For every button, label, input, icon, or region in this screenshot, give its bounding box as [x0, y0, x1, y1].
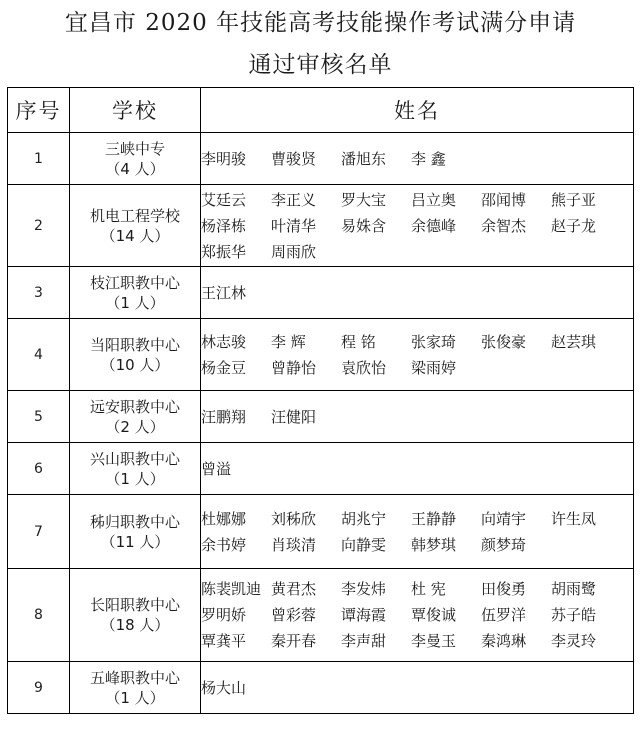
student-name: 胡兆宁 — [341, 509, 387, 528]
student-name: 余智杰 — [481, 216, 527, 235]
school-name: 兴山职教中心 — [89, 449, 180, 468]
school-name: 当阳职教中心 — [89, 335, 180, 354]
table-row — [8, 662, 634, 714]
names-cell — [201, 443, 634, 495]
student-name: 余德峰 — [411, 216, 457, 235]
student-count: （1 人） — [105, 469, 165, 488]
names-cell — [201, 267, 634, 319]
student-name: 曾彩蓉 — [271, 606, 317, 624]
table-row — [8, 185, 634, 267]
school-cell — [70, 391, 201, 443]
row-serial-number: 2 — [8, 185, 70, 267]
student-name: 覃俊诚 — [411, 606, 457, 624]
table-header-row — [8, 88, 634, 133]
names-cell — [201, 569, 634, 662]
student-name: 梁雨婷 — [411, 358, 457, 377]
student-name: 杨泽栋 — [201, 216, 247, 235]
school-cell — [70, 569, 201, 662]
student-name: 汪健阳 — [271, 407, 317, 426]
student-name: 赵子龙 — [551, 216, 597, 235]
student-name: 秦鸿琳 — [481, 632, 527, 650]
school-name: 秭归职教中心 — [89, 512, 180, 531]
names-cell — [201, 319, 634, 391]
student-name: 林志骏 — [201, 332, 247, 351]
student-name: 张俊豪 — [481, 332, 527, 351]
student-name: 吕立奥 — [411, 190, 457, 209]
student-name: 李灵玲 — [551, 632, 597, 650]
school-cell — [70, 495, 201, 569]
table-body — [8, 133, 634, 714]
school-name: 三峡中专 — [104, 139, 165, 158]
table-row — [8, 495, 634, 569]
student-name: 王江林 — [201, 283, 247, 302]
school-cell — [70, 319, 201, 391]
names-cell — [201, 185, 634, 267]
row-serial-number: 5 — [8, 391, 70, 443]
school-name: 枝江职教中心 — [89, 273, 180, 292]
student-count: （1 人） — [105, 688, 165, 707]
names-cell — [201, 133, 634, 185]
student-name: 汪鹏翔 — [201, 407, 247, 426]
school-cell — [70, 662, 201, 714]
school-cell — [70, 185, 201, 267]
student-count: （10 人） — [100, 355, 170, 374]
school-name: 机电工程学校 — [89, 206, 180, 225]
student-name: 杨大山 — [201, 678, 247, 697]
school-cell — [70, 267, 201, 319]
student-name: 苏子皓 — [551, 606, 597, 624]
school-name: 长阳职教中心 — [89, 596, 180, 614]
student-name: 李明骏 — [201, 149, 247, 168]
student-name: 杨金豆 — [201, 358, 247, 377]
student-name: 曾溢 — [201, 459, 232, 478]
student-name: 许生凤 — [551, 509, 597, 528]
row-serial-number: 3 — [8, 267, 70, 319]
student-name: 郑振华 — [201, 242, 247, 261]
student-name: 田俊勇 — [481, 580, 527, 598]
student-name: 罗大宝 — [341, 190, 387, 209]
student-count: （4 人） — [105, 159, 165, 178]
student-name: 王静静 — [411, 509, 457, 528]
student-name: 伍罗洋 — [481, 606, 527, 624]
student-name: 张家琦 — [411, 332, 457, 351]
student-name: 程 铭 — [341, 332, 376, 351]
student-name: 周雨欣 — [271, 242, 317, 261]
student-name: 余书婷 — [201, 535, 247, 554]
student-name: 杜 宪 — [411, 580, 446, 598]
student-name: 向靖宇 — [481, 509, 527, 528]
student-name: 向静雯 — [341, 535, 387, 554]
student-count: （18 人） — [100, 616, 170, 634]
row-serial-number: 9 — [8, 662, 70, 714]
student-count: （11 人） — [100, 532, 170, 551]
student-name: 黄君杰 — [271, 580, 317, 598]
header-school: 学校 — [70, 88, 201, 133]
school-name: 远安职教中心 — [89, 397, 180, 416]
student-name: 袁欣怡 — [341, 358, 387, 377]
student-name: 胡雨鹭 — [551, 580, 597, 598]
student-name: 刘秭欣 — [271, 509, 317, 528]
student-name: 艾廷云 — [201, 190, 247, 209]
row-serial-number: 6 — [8, 443, 70, 495]
table-row — [8, 443, 634, 495]
student-name: 叶清华 — [271, 216, 317, 235]
student-name: 杜娜娜 — [201, 509, 247, 528]
document-title-line-2: 通过审核名单 — [248, 52, 393, 78]
table-row — [8, 267, 634, 319]
document-title-line-1: 宜昌市 2020 年技能高考技能操作考试满分申请 — [64, 10, 577, 36]
school-cell — [70, 443, 201, 495]
student-name: 肖琰清 — [271, 535, 317, 554]
student-name: 李 鑫 — [411, 149, 446, 168]
student-name: 曹骏贤 — [271, 149, 317, 168]
student-count: （1 人） — [105, 293, 165, 312]
student-name: 熊子亚 — [551, 190, 597, 209]
student-name: 罗明娇 — [201, 606, 247, 624]
student-name: 曾静怡 — [271, 358, 317, 377]
school-name: 五峰职教中心 — [89, 668, 180, 687]
table-row — [8, 391, 634, 443]
approval-list-table — [7, 87, 634, 714]
student-name: 李声甜 — [341, 632, 387, 650]
student-name: 李正义 — [271, 190, 317, 209]
student-name: 潘旭东 — [341, 149, 387, 168]
student-name: 陈裴凯迪 — [201, 580, 262, 598]
student-name: 李发炜 — [341, 580, 387, 598]
row-serial-number: 8 — [8, 569, 70, 662]
table-row — [8, 569, 634, 662]
student-name: 李曼玉 — [411, 632, 457, 650]
names-cell — [201, 391, 634, 443]
header-serial-number: 序号 — [8, 88, 70, 133]
row-serial-number: 7 — [8, 495, 70, 569]
student-name: 韩梦琪 — [411, 535, 457, 554]
table-row — [8, 319, 634, 391]
names-cell — [201, 495, 634, 569]
student-name: 李 辉 — [271, 332, 306, 351]
names-cell — [201, 662, 634, 714]
row-serial-number: 1 — [8, 133, 70, 185]
student-count: （2 人） — [105, 417, 165, 436]
student-name: 秦开春 — [271, 632, 317, 650]
student-name: 赵芸琪 — [551, 332, 597, 351]
student-name: 邵闻博 — [481, 190, 527, 209]
student-name: 覃龚平 — [201, 632, 247, 650]
table-row — [8, 133, 634, 185]
student-name: 谭海霞 — [341, 606, 387, 624]
school-cell — [70, 133, 201, 185]
student-name: 颜梦琦 — [481, 535, 527, 554]
header-names: 姓名 — [201, 88, 634, 133]
student-count: （14 人） — [100, 226, 170, 245]
row-serial-number: 4 — [8, 319, 70, 391]
student-name: 易姝含 — [341, 216, 387, 235]
